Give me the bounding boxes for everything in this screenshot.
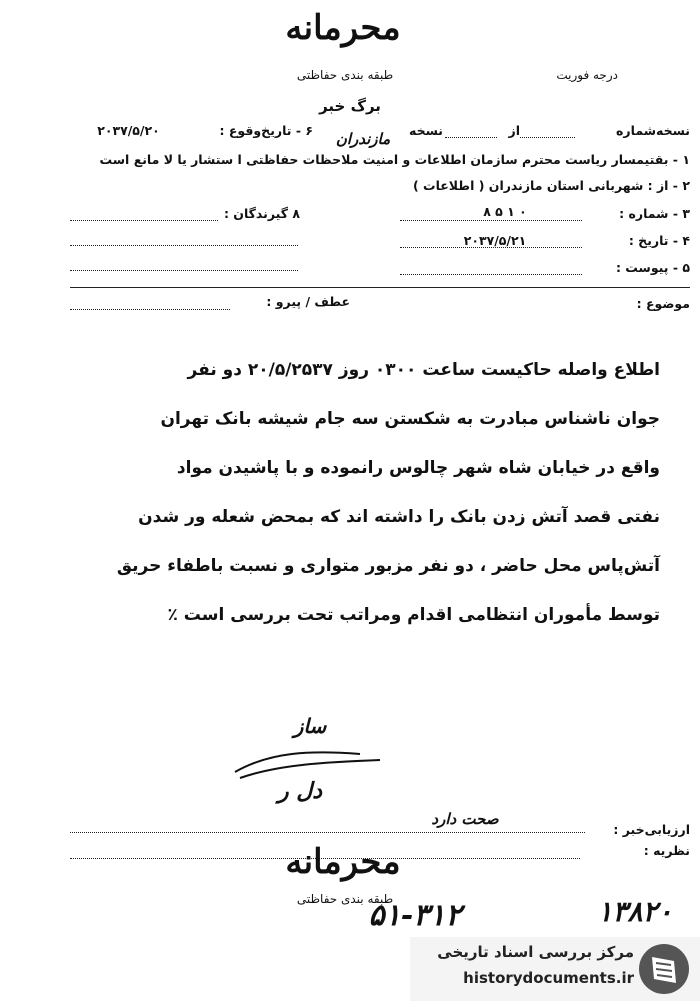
classification-bottom: طبقه بندی حفاظتی: [296, 892, 394, 906]
signature-text-2: دل ر: [277, 778, 323, 804]
number-label: ۳ - شماره :: [619, 206, 690, 221]
addressee-line: [40, 152, 690, 167]
copy-number-label: نسخه‌شماره: [616, 123, 690, 138]
sender-label: ۲ - از :: [647, 178, 690, 193]
sender-line: [255, 178, 690, 193]
signature-text-1: ساز: [293, 714, 327, 738]
sender-text: شهربانی استان مازندران ( اطلاعات ): [412, 178, 644, 193]
number-value: ۸ ۵ ۱ ۰: [483, 204, 527, 219]
recipients-dots-2: [70, 245, 298, 246]
attachment-dots: [400, 274, 582, 275]
body-line: توسط مأموران انتظامی اقدام ومراتب تحت بررسی است ٪: [167, 605, 660, 625]
from-label: از: [508, 123, 520, 138]
from-dots: [445, 137, 497, 138]
watermark-logo: [638, 943, 690, 995]
incident-date-value: ۲۰۳۷/۵/۲۰: [97, 123, 160, 138]
handwritten-number-right: ۱۳۸۲۰: [597, 895, 673, 928]
report-body: [70, 360, 660, 654]
number-dots: [400, 220, 582, 221]
body-line: نفتی قصد آتش زدن بانک را داشته اند که بمحض شعله ور شدن: [138, 507, 660, 527]
handwritten-number-left: ۵۱-۳۱۲: [368, 898, 462, 933]
copy-word: نسخه: [408, 123, 443, 138]
ref-dots: [70, 309, 230, 310]
addressee-text: محترم سازمان اطلاعات و امنیت ملاحظات حفاظتی ا ستشار یا لا مانع است: [99, 152, 561, 167]
evaluation-value: صحت دارد: [431, 810, 499, 828]
body-line: آتش‌پاس محل حاضر ، دو نفر مزبور متواری و نسبت باطفاء حریق: [116, 556, 660, 576]
watermark: [410, 937, 700, 1001]
confidential-stamp-bottom: محرمانه: [285, 842, 401, 882]
date-label: ۴ - تاریخ :: [628, 233, 690, 248]
evaluation-dots: [70, 832, 585, 833]
form-title: برگ خبر: [319, 97, 381, 115]
priority-label: درجه فوریت: [556, 68, 618, 82]
date-value: ۲۰۳۷/۵/۲۱: [463, 233, 527, 248]
handwritten-region: مازندران: [335, 130, 391, 148]
copy-number-dots: [520, 137, 575, 138]
subject-label: موضوع :: [636, 296, 690, 311]
watermark-website: historydocuments.ir: [463, 969, 634, 987]
ref-label: عطف / پیرو :: [266, 294, 350, 309]
recipients-dots-1: [70, 220, 218, 221]
signature-stroke: [230, 742, 390, 782]
opinion-label: نظریه :: [643, 843, 690, 858]
addressee-label: ۱ - بقتیمسار ریاست: [565, 152, 690, 167]
classification-top: طبقه بندی حفاظتی: [296, 68, 394, 82]
recipients-dots-3: [70, 270, 298, 271]
body-line: جوان ناشناس مبادرت به شکستن سه جام شیشه بانک تهران: [160, 409, 660, 429]
evaluation-label: ارزیابی‌خبر :: [613, 822, 690, 837]
watermark-org-name: مرکز بررسی اسناد تاریخی: [437, 943, 634, 961]
confidential-stamp-top: محرمانه: [285, 8, 401, 48]
attachment-label: ۵ - پیوست :: [615, 260, 690, 275]
body-line: اطلاع واصله حاکیست ساعت ۰۳۰۰ روز ۲۰/۵/۲۵۳۷ دو نفر: [187, 360, 660, 380]
body-line: واقع در خیابان شاه شهر چالوس رانموده و با پاشیدن مواد: [176, 458, 660, 478]
recipients-label: ۸ گیرندگان :: [223, 206, 300, 221]
incident-date-label: ۶ - تاریخ‌وقوع :: [219, 123, 313, 138]
separator-line: [70, 287, 690, 288]
signature: [230, 712, 390, 822]
